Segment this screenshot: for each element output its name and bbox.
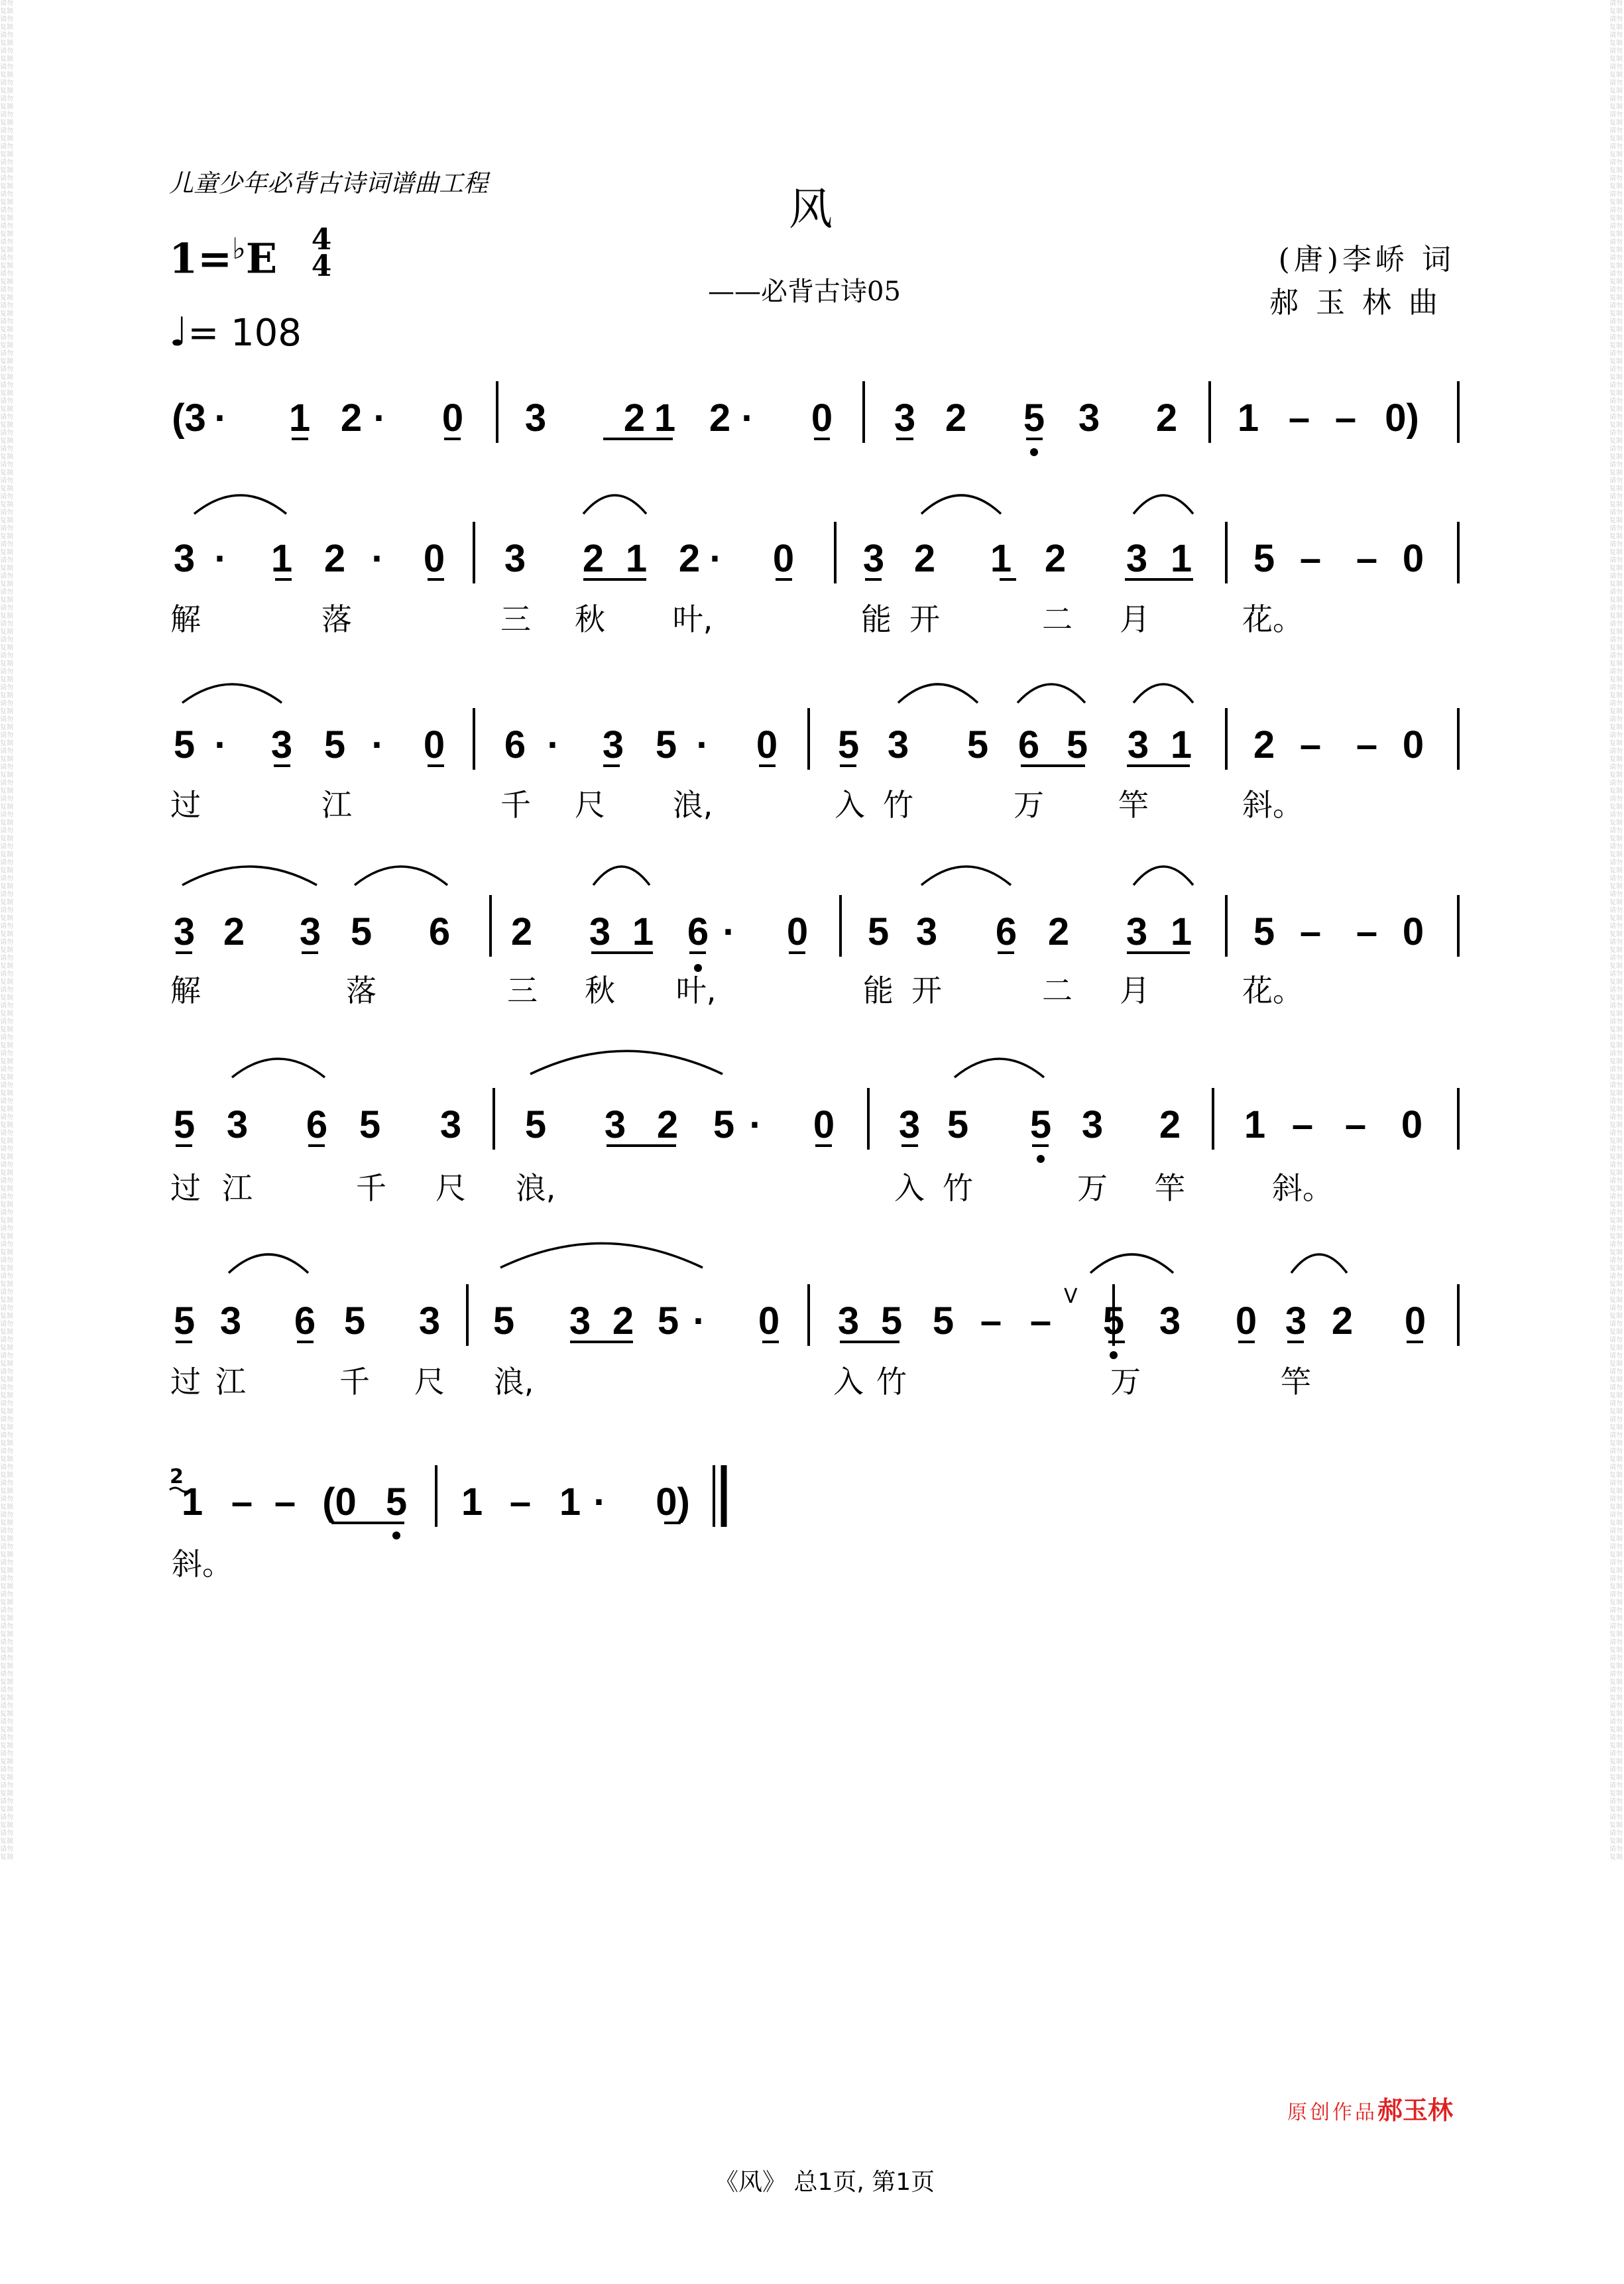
- lyric-line1-3: 秋: [575, 601, 605, 637]
- note-row4-16: 1: [1244, 1103, 1266, 1146]
- note-row5-0: 5: [173, 1299, 196, 1343]
- note-row0-11: 0: [811, 396, 833, 440]
- note-row4-19: 0: [1401, 1103, 1423, 1146]
- note-row0-18: –: [1288, 396, 1310, 440]
- note-row0-9: 2: [709, 396, 731, 440]
- lyric-line2-6: 竹: [883, 787, 913, 823]
- note-row2-9: 5: [655, 723, 677, 766]
- lyric-line5-0: 过: [170, 1364, 201, 1400]
- project-name: 儿童少年必背古诗词谱曲工程: [169, 169, 488, 198]
- note-row2-19: 2: [1253, 723, 1275, 766]
- tie-slur: [194, 495, 286, 514]
- tie-slur: [1133, 495, 1193, 514]
- tie-slur: [593, 867, 650, 885]
- tempo-value: = 108: [188, 312, 302, 355]
- note-row4-4: 3: [439, 1103, 462, 1146]
- original-work-mark: [1287, 2090, 1453, 2126]
- lyric-line3-9: 花。: [1242, 973, 1303, 1008]
- note-row5-19: 3: [1285, 1299, 1307, 1343]
- flat-sign: ♭: [232, 232, 246, 266]
- lyric-line4-8: 竿: [1155, 1170, 1185, 1206]
- note-row0-19: –: [1334, 396, 1357, 440]
- note-row3-9: ·: [723, 910, 736, 953]
- note-row4-12: 5: [947, 1103, 969, 1146]
- note-row4-2: 6: [306, 1103, 328, 1146]
- note-row6-2: –: [274, 1480, 296, 1524]
- note-row3-14: 2: [1047, 910, 1070, 953]
- note-row2-7: ·: [547, 723, 560, 766]
- note-row0-14: 5: [1023, 396, 1045, 440]
- tie-slur: [921, 495, 1001, 514]
- lyricist-credit: (唐)李峤 词: [1278, 243, 1455, 276]
- note-row1-2: 1: [270, 537, 293, 580]
- lyric-line4-4: 浪,: [515, 1170, 556, 1206]
- note-row4-18: –: [1344, 1103, 1367, 1146]
- lyric-line3-2: 三: [507, 973, 538, 1008]
- note-row2-16: 5: [1066, 723, 1088, 766]
- note-row2-0: 5: [173, 723, 196, 766]
- tie-slur: [355, 867, 447, 885]
- time-bottom: 4: [311, 249, 332, 283]
- lyric-line3-0: 解: [170, 973, 201, 1008]
- note-row3-18: –: [1299, 910, 1322, 953]
- note-row6-5: 1: [461, 1480, 483, 1524]
- note-row3-3: 5: [350, 910, 373, 953]
- note-row1-11: 0: [772, 537, 795, 580]
- note-row5-14: –: [980, 1299, 1002, 1343]
- note-row3-11: 5: [867, 910, 890, 953]
- note-row5-5: 5: [493, 1299, 515, 1343]
- composer-credit: 郝玉林曲: [1269, 286, 1455, 320]
- lyric-line2-8: 竿: [1118, 787, 1149, 823]
- note-row1-15: 2: [1044, 537, 1067, 580]
- note-row4-10: 0: [813, 1103, 835, 1146]
- note-row5-20: 2: [1331, 1299, 1354, 1343]
- note-row1-7: 2: [582, 537, 605, 580]
- tie-slur: [530, 1051, 723, 1074]
- lyric-line1-1: 落: [321, 601, 352, 637]
- tie-slur: [500, 1243, 703, 1268]
- note-row2-6: 6: [504, 723, 526, 766]
- note-row0-7: 2: [623, 396, 646, 440]
- note-row0-0: (3: [172, 396, 206, 440]
- note-row0-16: 2: [1155, 396, 1178, 440]
- lyric-line3-3: 秋: [585, 973, 615, 1008]
- lyric-line4-3: 尺: [435, 1170, 466, 1206]
- note-row5-3: 5: [343, 1299, 366, 1343]
- note-row1-3: 2: [323, 537, 346, 580]
- note-row4-0: 5: [173, 1103, 196, 1146]
- lyric-line2-2: 千: [500, 787, 531, 823]
- lyric-line4-6: 竹: [943, 1170, 973, 1206]
- octave-dot: [1037, 1155, 1045, 1163]
- tie-slur: [898, 684, 978, 703]
- note-row3-6: 3: [589, 910, 611, 953]
- note-row2-20: –: [1299, 723, 1322, 766]
- lyric-line4-1: 江: [222, 1170, 253, 1206]
- octave-dot: [1110, 1351, 1118, 1359]
- note-row4-9: ·: [749, 1103, 762, 1146]
- lyric-line3-4: 叶,: [675, 973, 717, 1008]
- note-row6-9: 0): [656, 1480, 690, 1524]
- note-row4-8: 5: [713, 1103, 735, 1146]
- note-row3-0: 3: [173, 910, 196, 953]
- lyric-line5-8: 竿: [1281, 1364, 1311, 1400]
- note-row2-17: 3: [1127, 723, 1149, 766]
- note-row1-5: 0: [423, 537, 445, 580]
- note-row1-8: 1: [625, 537, 648, 580]
- note-row2-5: 0: [423, 723, 445, 766]
- tie-slur: [1017, 684, 1085, 703]
- lyric-line5-5: 入: [833, 1364, 864, 1400]
- note-row5-16: 5: [1102, 1299, 1125, 1343]
- note-row0-20: 0): [1385, 396, 1419, 440]
- lyric-line2-9: 斜。: [1242, 787, 1303, 823]
- lyric-line2-7: 万: [1014, 787, 1044, 823]
- note-row1-19: –: [1299, 537, 1322, 580]
- tie-slur: [921, 867, 1011, 885]
- lyric-line1-2: 三: [500, 601, 531, 637]
- note-row0-4: ·: [373, 396, 386, 440]
- note-row0-2: 1: [288, 396, 311, 440]
- note-row3-12: 3: [915, 910, 938, 953]
- note-row5-12: 5: [880, 1299, 903, 1343]
- lyric-line4-2: 千: [356, 1170, 386, 1206]
- note-row0-5: 0: [441, 396, 464, 440]
- lyric-line4-5: 入: [894, 1170, 925, 1206]
- key-letter: E: [245, 234, 278, 283]
- note-row0-15: 3: [1078, 396, 1100, 440]
- note-row2-22: 0: [1402, 723, 1424, 766]
- lyric-line1-0: 解: [170, 601, 201, 637]
- note-row4-6: 3: [604, 1103, 626, 1146]
- note-row2-2: 3: [270, 723, 293, 766]
- lyric-line3-5: 能: [863, 973, 894, 1008]
- note-row3-16: 1: [1170, 910, 1192, 953]
- note-row1-10: ·: [709, 537, 723, 580]
- tie-slur: [583, 495, 646, 514]
- note-row2-15: 6: [1017, 723, 1040, 766]
- note-row1-0: 3: [173, 537, 196, 580]
- note-row1-9: 2: [678, 537, 701, 580]
- repeat-sign: 2: [170, 1465, 184, 1488]
- lyric-line5-7: 万: [1110, 1364, 1141, 1400]
- tie-slur: [955, 1059, 1044, 1077]
- note-row0-10: ·: [741, 396, 754, 440]
- note-row1-1: ·: [214, 537, 227, 580]
- lyric-line3-6: 开: [911, 973, 942, 1008]
- note-row2-13: 3: [887, 723, 909, 766]
- note-row3-17: 5: [1253, 910, 1275, 953]
- lyric-line2-3: 尺: [575, 787, 605, 823]
- lyric-line2-5: 入: [835, 787, 865, 823]
- song-title: 风: [789, 184, 833, 235]
- note-row2-1: ·: [214, 723, 227, 766]
- note-row3-15: 3: [1126, 910, 1148, 953]
- note-row6-1: –: [231, 1480, 253, 1524]
- lyric-line2-0: 过: [170, 787, 201, 823]
- lyric-line2-4: 浪,: [672, 787, 713, 823]
- note-row1-21: 0: [1402, 537, 1424, 580]
- note-row4-5: 5: [524, 1103, 547, 1146]
- note-row1-18: 5: [1253, 537, 1275, 580]
- lyric-line5-6: 竹: [876, 1364, 907, 1400]
- note-row3-4: 6: [428, 910, 451, 953]
- lyric-line4-7: 万: [1077, 1170, 1108, 1206]
- note-row5-6: 3: [569, 1299, 591, 1343]
- note-row4-13: 5: [1029, 1103, 1052, 1146]
- tie-slur: [1133, 867, 1193, 885]
- note-row2-10: ·: [696, 723, 709, 766]
- time-top: 4: [311, 223, 332, 257]
- lyric-line1-7: 二: [1042, 601, 1073, 637]
- note-row2-8: 3: [602, 723, 624, 766]
- lyric-line5-2: 千: [339, 1364, 370, 1400]
- lyric-line1-9: 花。: [1242, 601, 1303, 637]
- note-row6-7: 1: [559, 1480, 581, 1524]
- note-row3-5: 2: [510, 910, 533, 953]
- lyric-line5-4: 浪,: [493, 1364, 534, 1400]
- note-row1-6: 3: [504, 537, 526, 580]
- note-row0-8: 1: [654, 396, 676, 440]
- note-row6-8: ·: [593, 1480, 607, 1524]
- note-row1-17: 1: [1170, 537, 1192, 580]
- note-row1-16: 3: [1126, 537, 1148, 580]
- tie-slur: [1133, 684, 1193, 703]
- note-row1-13: 2: [913, 537, 936, 580]
- original-work-label: 原创作品: [1287, 2101, 1377, 2124]
- tie-slur: [232, 1059, 325, 1077]
- lyric-line3-7: 二: [1042, 973, 1073, 1008]
- note-row1-4: ·: [371, 537, 384, 580]
- note-row6-4: 5: [385, 1480, 408, 1524]
- note-row3-2: 3: [299, 910, 321, 953]
- note-row4-3: 5: [359, 1103, 381, 1146]
- note-row1-20: –: [1356, 537, 1378, 580]
- note-row3-20: 0: [1402, 910, 1424, 953]
- note-row5-7: 2: [612, 1299, 634, 1343]
- lyric-line4-9: 斜。: [1272, 1170, 1333, 1206]
- tie-slur: [1291, 1254, 1347, 1273]
- note-row0-1: ·: [214, 396, 227, 440]
- octave-dot: [392, 1532, 400, 1539]
- note-row3-13: 6: [995, 910, 1017, 953]
- left-margin-watermark: 请勿复制 请勿复制 请勿复制 请勿复制 请勿复制 请勿复制 请勿复制 请勿复制 请勿复制 请勿复制 请勿复制 请勿复制 请勿复制 请勿复制 请勿复制 请勿复制 请勿复制 请勿复制 请勿复制 请勿复制 请勿复制 请勿复制 请勿复制 请勿复制 请勿复制 请勿复制 请勿复制 请勿复制 请勿复制 请勿复制 请勿复制 请勿复制 请勿复制 请勿复制 请勿复制 请勿复制 请勿复制 请勿复制 请勿复制 请勿复制 请勿复制 请勿复制 请勿复制 请勿复制 请勿复制 请勿复制 请勿复制 请勿复制 请勿复制 请勿复制 请勿复制 请勿复制 请勿复制 请勿复制 请勿复制 请勿复制 请勿复制 请勿复制 请勿复制 请勿复制 请勿复制 请勿复制 请勿复制 请勿复制 请勿复制 请勿复制 请勿复制 请勿复制 请勿复制 请勿复制 请勿复制 请勿复制 请勿复制 请勿复制 请勿复制 请勿复制 请勿复制 请勿复制 请勿复制 请勿复制 请勿复制 请勿复制 请勿复制 请勿复制 请勿复制 请勿复制 请勿复制 请勿复制 请勿复制 请勿复制 请勿复制 请勿复制 请勿复制 请勿复制 请勿复制 请勿复制 请勿复制 请勿复制 请勿复制 请勿复制 请勿复制 请勿复制 请勿复制 请勿复制 请勿复制 请勿复制 请勿复制 请勿复制 请勿复制 请勿复制 请勿复制 请勿复制 请勿复制 请勿复制 请勿复制 请勿复制 请勿复制: [0, 0, 13, 1861]
- note-row3-8: 6: [687, 910, 709, 953]
- note-row2-4: ·: [371, 723, 384, 766]
- note-row3-1: 2: [223, 910, 245, 953]
- note-row4-14: 3: [1081, 1103, 1104, 1146]
- note-row0-3: 2: [340, 396, 363, 440]
- quarter-note-icon: ♩: [169, 309, 188, 355]
- note-row3-10: 0: [786, 910, 809, 953]
- note-row5-21: 0: [1404, 1299, 1426, 1343]
- note-row5-8: 5: [657, 1299, 679, 1343]
- note-row6-0: 1: [181, 1480, 203, 1524]
- note-row3-19: –: [1356, 910, 1378, 953]
- octave-dot: [694, 964, 702, 972]
- note-row5-2: 6: [294, 1299, 316, 1343]
- note-row1-14: 1: [990, 537, 1012, 580]
- note-row0-12: 3: [894, 396, 916, 440]
- note-row4-15: 2: [1159, 1103, 1181, 1146]
- note-row5-1: 3: [219, 1299, 242, 1343]
- right-margin-watermark: 请勿复制 请勿复制 请勿复制 请勿复制 请勿复制 请勿复制 请勿复制 请勿复制 请勿复制 请勿复制 请勿复制 请勿复制 请勿复制 请勿复制 请勿复制 请勿复制 请勿复制 请勿复制 请勿复制 请勿复制 请勿复制 请勿复制 请勿复制 请勿复制 请勿复制 请勿复制 请勿复制 请勿复制 请勿复制 请勿复制 请勿复制 请勿复制 请勿复制 请勿复制 请勿复制 请勿复制 请勿复制 请勿复制 请勿复制 请勿复制 请勿复制 请勿复制 请勿复制 请勿复制 请勿复制 请勿复制 请勿复制 请勿复制 请勿复制 请勿复制 请勿复制 请勿复制 请勿复制 请勿复制 请勿复制 请勿复制 请勿复制 请勿复制 请勿复制 请勿复制 请勿复制 请勿复制 请勿复制 请勿复制 请勿复制 请勿复制 请勿复制 请勿复制 请勿复制 请勿复制 请勿复制 请勿复制 请勿复制 请勿复制 请勿复制 请勿复制 请勿复制 请勿复制 请勿复制 请勿复制 请勿复制 请勿复制 请勿复制 请勿复制 请勿复制 请勿复制 请勿复制 请勿复制 请勿复制 请勿复制 请勿复制 请勿复制 请勿复制 请勿复制 请勿复制 请勿复制 请勿复制 请勿复制 请勿复制 请勿复制 请勿复制 请勿复制 请勿复制 请勿复制 请勿复制 请勿复制 请勿复制 请勿复制 请勿复制 请勿复制 请勿复制 请勿复制 请勿复制 请勿复制 请勿复制 请勿复制 请勿复制: [1609, 0, 1623, 1861]
- note-row5-13: 5: [932, 1299, 955, 1343]
- note-row5-9: ·: [693, 1299, 706, 1343]
- breath-mark: V: [1064, 1285, 1078, 1308]
- note-row2-11: 0: [756, 723, 778, 766]
- note-row0-6: 3: [524, 396, 547, 440]
- tie-slur: [182, 867, 317, 885]
- note-row4-1: 3: [226, 1103, 249, 1146]
- note-row2-18: 1: [1170, 723, 1192, 766]
- lyric-line1-8: 月: [1120, 601, 1150, 637]
- note-row1-12: 3: [862, 537, 885, 580]
- lyric-line6-0: 斜。: [172, 1546, 233, 1582]
- lyric-line4-0: 过: [170, 1170, 201, 1206]
- lyric-line3-8: 月: [1120, 973, 1150, 1008]
- note-row5-17: 3: [1159, 1299, 1181, 1343]
- note-row5-10: 0: [758, 1299, 780, 1343]
- octave-dot: [1030, 448, 1038, 456]
- note-row0-13: 2: [945, 396, 967, 440]
- tie-slur: [1090, 1254, 1173, 1273]
- note-row5-15: –: [1029, 1299, 1052, 1343]
- note-row5-11: 3: [837, 1299, 860, 1343]
- note-row4-7: 2: [656, 1103, 679, 1146]
- page-footer: 《风》 总1页, 第1页: [715, 2169, 935, 2196]
- note-row5-18: 0: [1235, 1299, 1257, 1343]
- tie-slur: [229, 1254, 308, 1273]
- note-row2-14: 5: [966, 723, 989, 766]
- lyric-line1-6: 开: [909, 601, 940, 637]
- note-row4-11: 3: [898, 1103, 921, 1146]
- note-row2-21: –: [1356, 723, 1378, 766]
- author-stamp: 郝玉林: [1377, 2095, 1453, 2125]
- lyric-line1-4: 叶,: [672, 601, 713, 637]
- note-row6-3: (0: [322, 1480, 357, 1524]
- tie-slur: [182, 684, 282, 703]
- lyric-line5-3: 尺: [414, 1364, 445, 1400]
- note-row2-12: 5: [837, 723, 860, 766]
- lyric-line3-1: 落: [346, 973, 377, 1008]
- note-row5-4: 3: [418, 1299, 441, 1343]
- note-row0-17: 1: [1237, 396, 1259, 440]
- lyric-line2-1: 江: [321, 787, 352, 823]
- note-row3-7: 1: [632, 910, 654, 953]
- note-row2-3: 5: [323, 723, 346, 766]
- note-row6-6: –: [509, 1480, 532, 1524]
- note-row4-17: –: [1291, 1103, 1314, 1146]
- lyric-line1-5: 能: [861, 601, 892, 637]
- notes-layer: [170, 396, 1426, 1524]
- song-subtitle: ——必背古诗05: [708, 276, 901, 307]
- lyric-line5-1: 江: [215, 1364, 246, 1400]
- key-prefix: 1=: [169, 234, 233, 283]
